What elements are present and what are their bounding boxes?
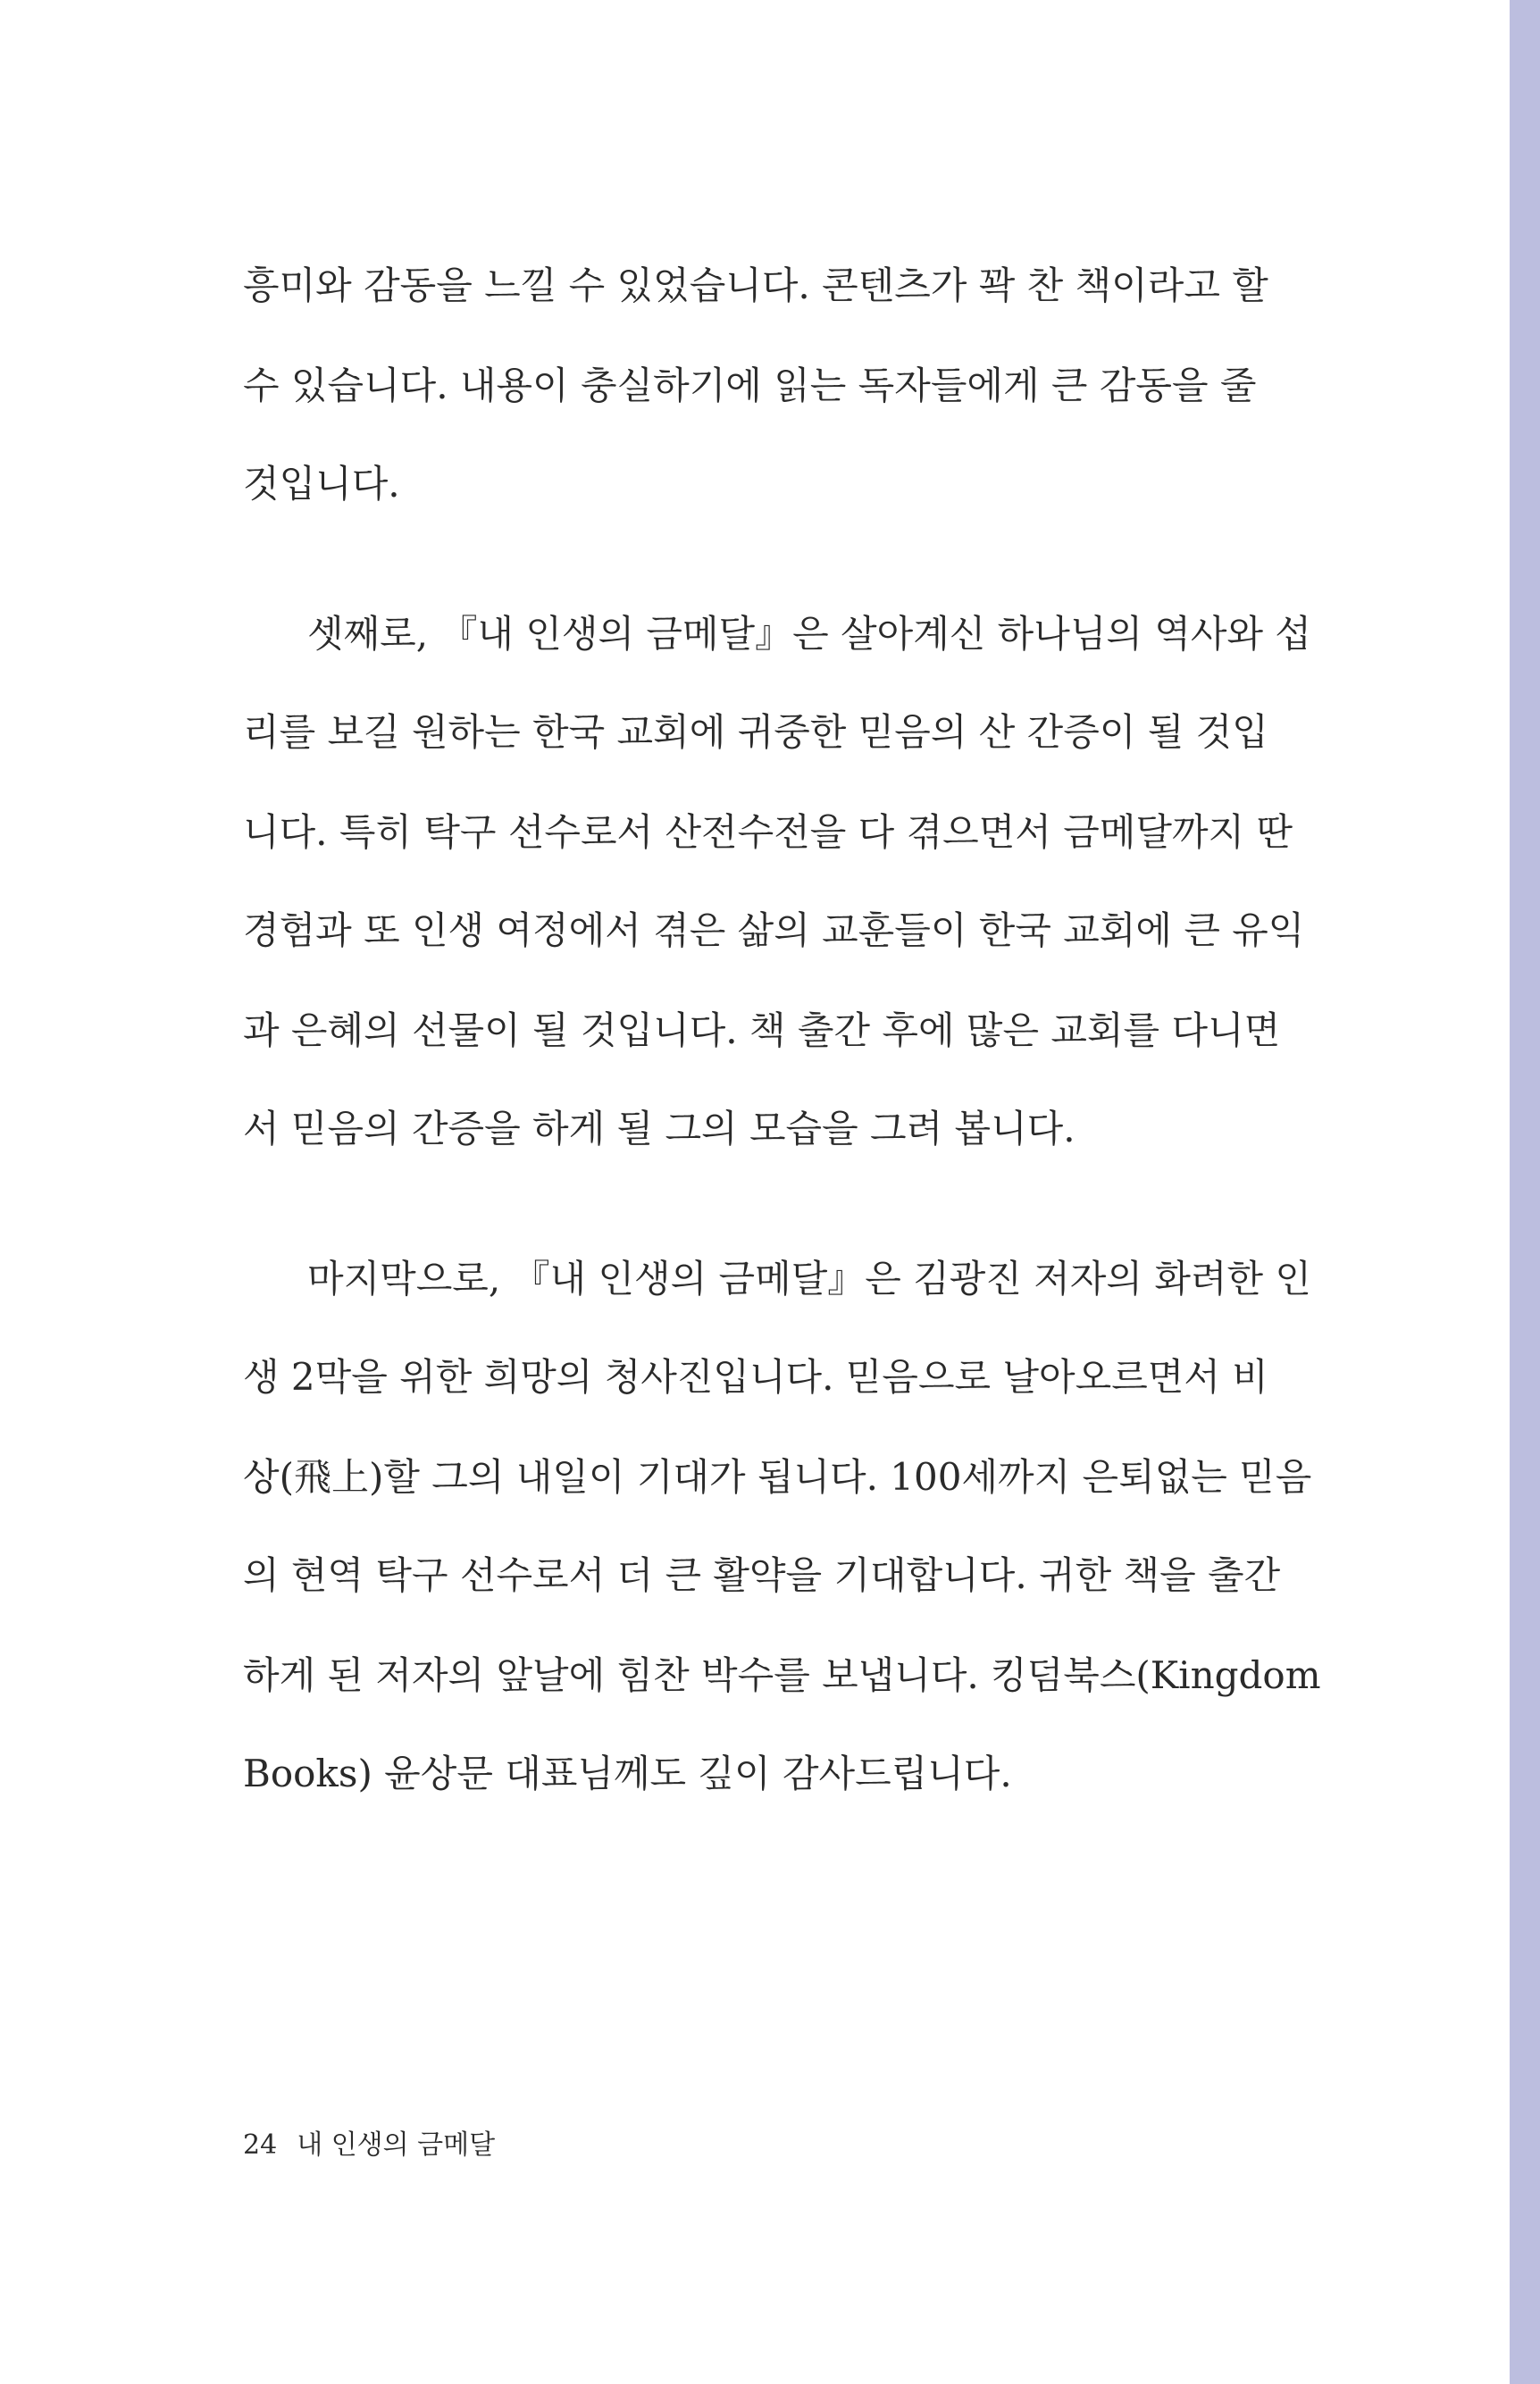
paragraph-3-line-2: 생 2막을 위한 희망의 청사진입니다. 믿음으로 날아오르면서 비 bbox=[243, 1355, 1268, 1399]
paragraph-3-line-6: Books) 윤상문 대표님께도 깊이 감사드립니다. bbox=[243, 1752, 1012, 1795]
paragraph-2-line-3: 니다. 특히 탁구 선수로서 산전수전을 다 겪으면서 금메달까지 딴 bbox=[243, 810, 1293, 854]
paragraph-1-line-1: 흥미와 감동을 느낄 수 있었습니다. 콘텐츠가 꽉 찬 책이라고 할 bbox=[243, 263, 1268, 307]
paragraph-2-line-4: 경험과 또 인생 여정에서 겪은 삶의 교훈들이 한국 교회에 큰 유익 bbox=[243, 908, 1305, 952]
running-title: 내 인생의 금메달 bbox=[297, 2129, 496, 2161]
paragraph-2-line-1: 셋째로, 『내 인생의 금메달』은 살아계신 하나님의 역사와 섭 bbox=[307, 612, 1311, 656]
paragraph-2-line-6: 서 믿음의 간증을 하게 될 그의 모습을 그려 봅니다. bbox=[243, 1107, 1075, 1150]
paragraph-1-line-3: 것입니다. bbox=[243, 462, 400, 506]
page-number: 24 bbox=[243, 2129, 278, 2161]
paragraph-3-line-4: 의 현역 탁구 선수로서 더 큰 활약을 기대합니다. 귀한 책을 출간 bbox=[243, 1553, 1281, 1597]
paragraph-3-line-3: 상(飛上)할 그의 내일이 기대가 됩니다. 100세까지 은퇴없는 믿음 bbox=[243, 1455, 1312, 1499]
paragraph-3-line-5: 하게 된 저자의 앞날에 힘찬 박수를 보냅니다. 킹덤북스(Kingdom bbox=[243, 1653, 1321, 1697]
page-edge-band bbox=[1510, 0, 1540, 2384]
paragraph-3-line-1: 마지막으로, 『내 인생의 금메달』은 김광진 저자의 화려한 인 bbox=[307, 1257, 1311, 1301]
paragraph-1-line-2: 수 있습니다. 내용이 충실하기에 읽는 독자들에게 큰 감동을 줄 bbox=[243, 364, 1257, 407]
paragraph-2-line-2: 리를 보길 원하는 한국 교회에 귀중한 믿음의 산 간증이 될 것입 bbox=[243, 710, 1268, 754]
paragraph-2-line-5: 과 은혜의 선물이 될 것입니다. 책 출간 후에 많은 교회를 다니면 bbox=[243, 1008, 1281, 1052]
page-footer bbox=[243, 2128, 495, 2163]
